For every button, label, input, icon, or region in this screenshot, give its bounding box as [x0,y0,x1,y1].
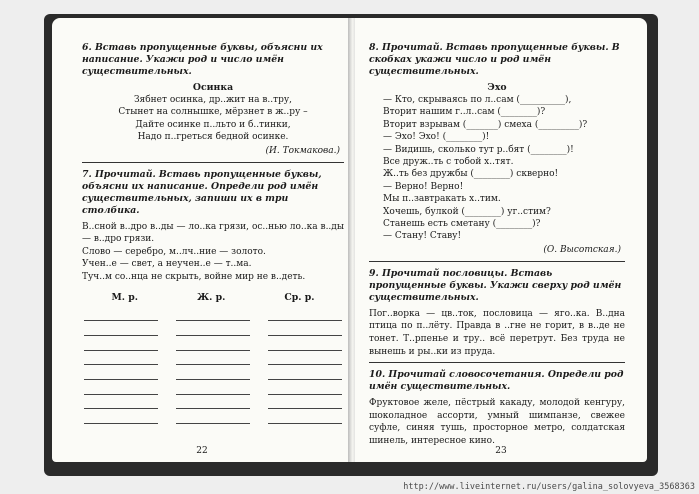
answer-line[interactable] [268,395,342,410]
answer-column-neuter [268,307,342,425]
task6-instruction: 6. Вставь пропущенные буквы, объясни их написание. Укажи род и число имён существительных. [82,42,323,77]
column-feminine: Ж. р. [196,291,226,303]
divider [82,162,344,163]
right-page [355,18,647,462]
answer-line[interactable] [84,321,158,336]
answer-line[interactable] [176,365,250,380]
answer-line[interactable] [84,365,158,380]
column-masculine: М. р. [111,291,138,303]
answer-line[interactable] [176,395,250,410]
page-number-right: 23 [495,446,507,456]
task8-author: (О. Высотская.) [543,244,621,255]
answer-line[interactable] [268,307,342,322]
answer-line[interactable] [84,336,158,351]
task6-title: Осинка [192,82,234,93]
task10-text: Фруктовое желе, пёстрый какаду, молодой кенгуру, шоколадное ассорти, умный шимпанзе, свежее суфле, синяя тушь, просторное метро, солдатская шинель, интересное кино. [369,398,625,447]
task7-paragraph: В..сной в..дро в..ды — ло..ка грязи, ос..нью ло..ка в..ды — в..дро грязи. [82,221,344,245]
poem-line: Стынет на солнышке, мёрзнет в ж..ру – [118,107,308,118]
poem-line: Надо п..греться бедной осинке. [137,132,289,143]
left-page [52,18,352,462]
answer-line[interactable] [176,380,250,395]
task6-author: (И. Токмакова.) [265,145,340,156]
poem-line: — Видишь, сколько тут р..бят (________)! [383,144,574,155]
poem-line: — Стану! Ставу! [383,231,462,242]
answer-line[interactable] [176,409,250,424]
answer-line[interactable] [176,307,250,322]
task9-instruction: 9. Прочитай пословицы. Вставь пропущенные буквы. Укажи сверху род имён существительных. [369,267,622,303]
poem-line: Зябнет осинка, др..жит на в..тру, [133,95,293,105]
answer-line[interactable] [268,336,342,351]
answer-line[interactable] [176,321,250,336]
answer-column-masculine [84,307,158,425]
task7-instruction: 7. Прочитай. Вставь пропущенные буквы, объясни их написание. Определи род имён существительных, запиши их в три столбика. [82,168,322,216]
poem-line: Вторит нашим г..л..сам (________)? [383,107,546,118]
answer-line[interactable] [84,395,158,410]
poem-line: Хочешь, булкой (________) уг..стим? [383,206,551,217]
column-headers [82,292,344,303]
poem-line: Вторит взрывам (_______) смеха (_________)? [383,119,588,130]
answer-lines [82,307,344,425]
answer-line[interactable] [268,365,342,380]
task6-poem [82,94,344,144]
poem-line: Станешь есть сметану (________)? [383,219,541,230]
task7-paragraph: Слово — серебро, м..лч..ние — золото. [82,246,266,257]
column-neuter: Ср. р. [284,291,315,303]
answer-line[interactable] [268,409,342,424]
divider [369,261,625,262]
task8-title: Эхо [487,82,507,93]
task7-paragraph: Учен..е — свет, а неучен..е — т..ма. [82,259,252,270]
poem-line: — Верно! Верно! [383,181,464,192]
answer-line[interactable] [268,321,342,336]
task10-instruction: 10. Прочитай словосочетания. Определи род имён существительных. [369,369,624,393]
task8-poem [369,94,625,243]
divider [369,362,625,363]
task9-text: Пог..ворка — цв..ток, пословица — яго..ка. В..дна птица по п..лёту. Правда в ..гне не горит, в в..де не тонет. Т..рпенье и тру.. всё перетрут. Без труда не вынешь и ры..ки из пруда. [369,308,625,357]
answer-line[interactable] [268,351,342,366]
answer-line[interactable] [84,307,158,322]
answer-line[interactable] [176,336,250,351]
poem-line: Мы п..завтракать х..тим. [383,194,501,205]
answer-line[interactable] [176,351,250,366]
poem-line: Дайте осинке п..льто и б..тинки, [135,119,291,130]
watermark-url: http://www.liveinternet.ru/users/galina_solovyeva_3568363 [403,482,695,492]
poem-line: Ж..ть без дружбы (________) скверно! [383,169,559,180]
answer-line[interactable] [84,380,158,395]
poem-line: — Эхо! Эхо! (________)! [383,132,490,143]
answer-line[interactable] [268,380,342,395]
poem-line: Все друж..ть с тобой х..тят. [383,157,514,168]
task7-paragraph: Туч..м со..нца не скрыть, войне мир не в..деть. [82,272,306,282]
poem-line: — Кто, скрываясь по л..сам (__________), [383,95,572,105]
answer-line[interactable] [84,351,158,366]
task8-instruction: 8. Прочитай. Вставь пропущенные буквы. В скобках укажи число и род имён существительных. [369,42,620,77]
answer-column-feminine [176,307,250,425]
answer-line[interactable] [84,409,158,424]
page-number-left: 22 [196,446,208,456]
